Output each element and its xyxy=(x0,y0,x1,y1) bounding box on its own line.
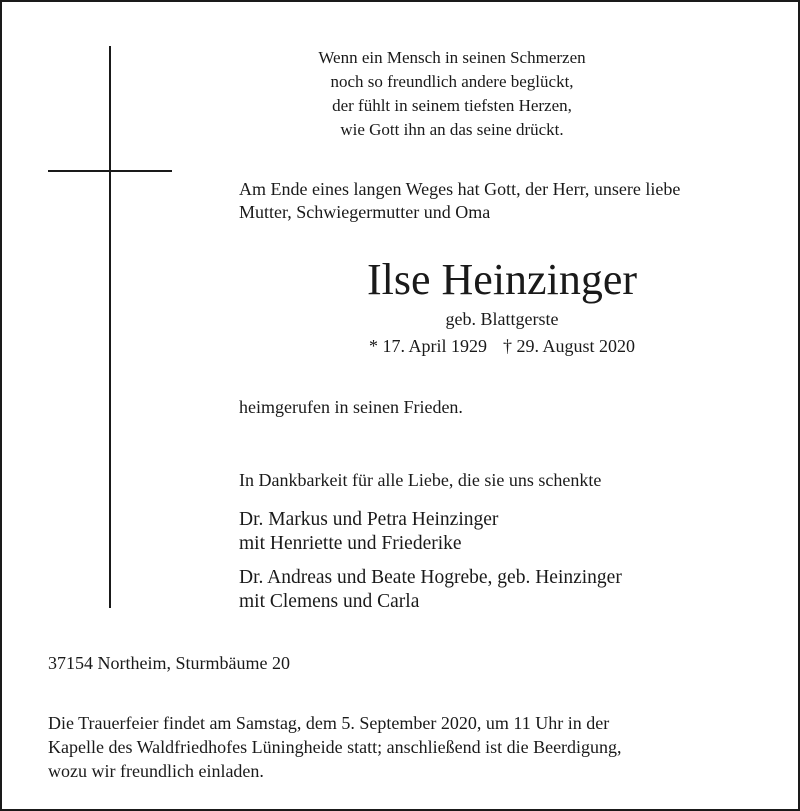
funeral-notice-line: wozu wir freundlich einladen. xyxy=(48,761,264,781)
poem xyxy=(242,46,662,142)
intro-line: Am Ende eines langen Weges hat Gott, der Herr, unsere liebe xyxy=(239,179,681,199)
family-line: mit Clemens und Carla xyxy=(239,591,420,612)
birth-name: geb. Blattgerste xyxy=(445,309,559,329)
intro-text xyxy=(239,178,680,224)
family-line: Dr. Andreas und Beate Hogrebe, geb. Heinzinger xyxy=(239,567,622,588)
family-group xyxy=(239,508,498,556)
life-dates xyxy=(282,334,722,358)
intro-line: Mutter, Schwiegermutter und Oma xyxy=(239,202,491,222)
poem-line: Wenn ein Mensch in seinen Schmerzen xyxy=(318,48,586,67)
family-line: mit Henriette und Friederike xyxy=(239,533,462,554)
cross-icon-horizontal-bar xyxy=(48,170,172,172)
mourners-intro: In Dankbarkeit für alle Liebe, die sie uns schenkte xyxy=(239,470,602,490)
birth-date: * 17. April 1929 xyxy=(368,336,487,356)
family-group xyxy=(239,566,622,614)
deceased-name: Ilse Heinzinger xyxy=(367,255,637,304)
death-date: † 29. August 2020 xyxy=(503,336,636,356)
poem-line: wie Gott ihn an das seine drückt. xyxy=(340,120,564,139)
funeral-notice-line: Kapelle des Waldfriedhofes Lüningheide statt; anschließend ist die Beerdigung, xyxy=(48,737,622,757)
cross-icon-vertical-bar xyxy=(109,46,111,608)
closing-text: heimgerufen in seinen Frieden. xyxy=(239,397,463,417)
funeral-notice xyxy=(48,711,622,783)
poem-line: noch so freundlich andere beglückt, xyxy=(330,72,574,91)
poem-line: der fühlt in seinem tiefsten Herzen, xyxy=(332,96,572,115)
address: 37154 Northeim, Sturmbäume 20 xyxy=(48,653,290,673)
funeral-notice-line: Die Trauerfeier findet am Samstag, dem 5. September 2020, um 11 Uhr in der xyxy=(48,713,610,733)
family-line: Dr. Markus und Petra Heinzinger xyxy=(239,509,499,530)
